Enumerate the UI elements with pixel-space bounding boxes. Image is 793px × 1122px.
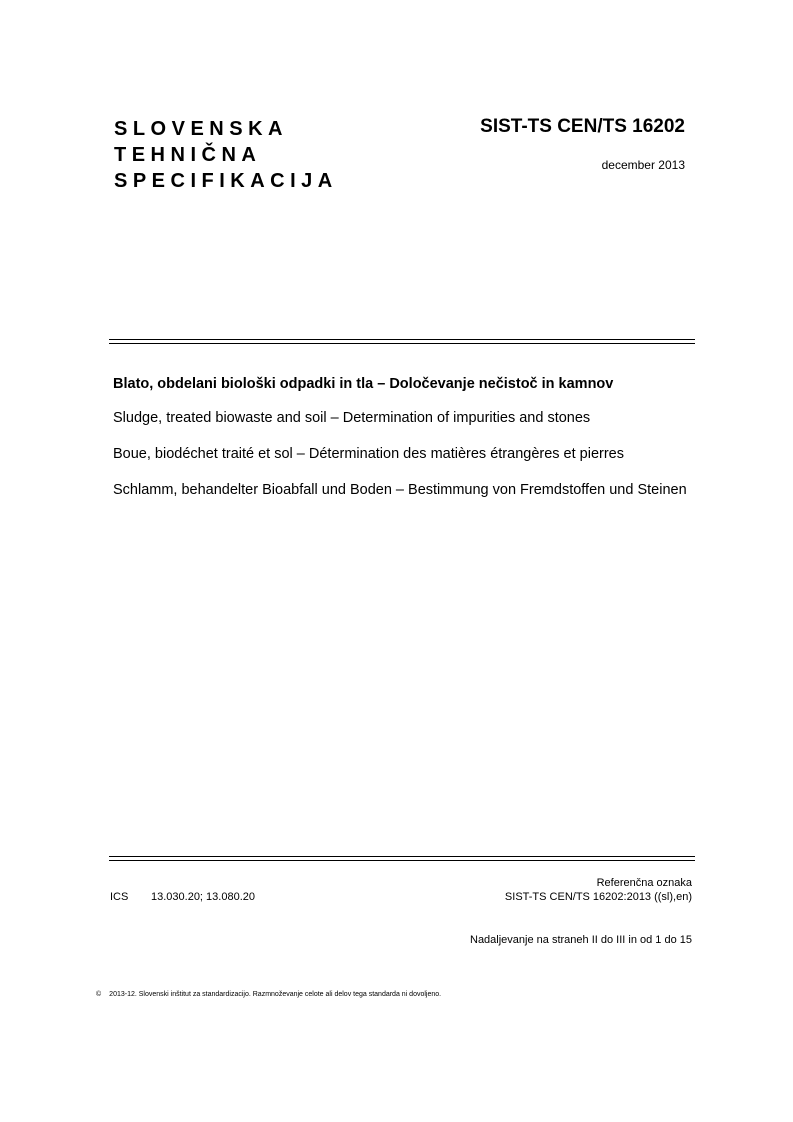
copyright-icon: ©: [96, 991, 102, 998]
title-german: Schlamm, behandelter Bioabfall und Boden – Bestimmung von Fremdstoffen und Steinen: [113, 482, 687, 498]
document-type-heading: [114, 116, 338, 194]
title-slovenian: Blato, obdelani biološki odpadki in tla – Določevanje nečistoč in kamnov: [113, 376, 614, 392]
ics-label: ICS: [110, 891, 129, 903]
ics-codes: 13.030.20; 13.080.20: [151, 891, 255, 903]
standard-number: SIST-TS CEN/TS 16202: [480, 116, 685, 137]
copyright-notice: [96, 991, 441, 998]
title-french: Boue, biodéchet traité et sol – Détermination des matières étrangères et pierres: [113, 446, 624, 462]
doc-type-line-2: TEHNIČNA: [114, 144, 262, 166]
page-continuation-note: Nadaljevanje na straneh II do III in od 1 do 15: [470, 934, 692, 946]
reference-code: SIST-TS CEN/TS 16202:2013 ((sl),en): [504, 891, 692, 903]
title-block: [113, 376, 703, 499]
top-divider: [109, 339, 695, 344]
publication-date: december 2013: [601, 158, 685, 172]
bottom-divider: [109, 856, 695, 861]
copyright-text: 2013-12. Slovenski inštitut za standardizacijo. Razmnoževanje celote ali delov tega standarda ni dovoljeno.: [109, 991, 442, 998]
title-english: Sludge, treated biowaste and soil – Determination of impurities and stones: [113, 410, 591, 426]
doc-type-line-1: SLOVENSKA: [114, 118, 288, 140]
doc-type-line-3: SPECIFIKACIJA: [114, 170, 338, 192]
reference-label: Referenčna oznaka: [596, 877, 692, 889]
